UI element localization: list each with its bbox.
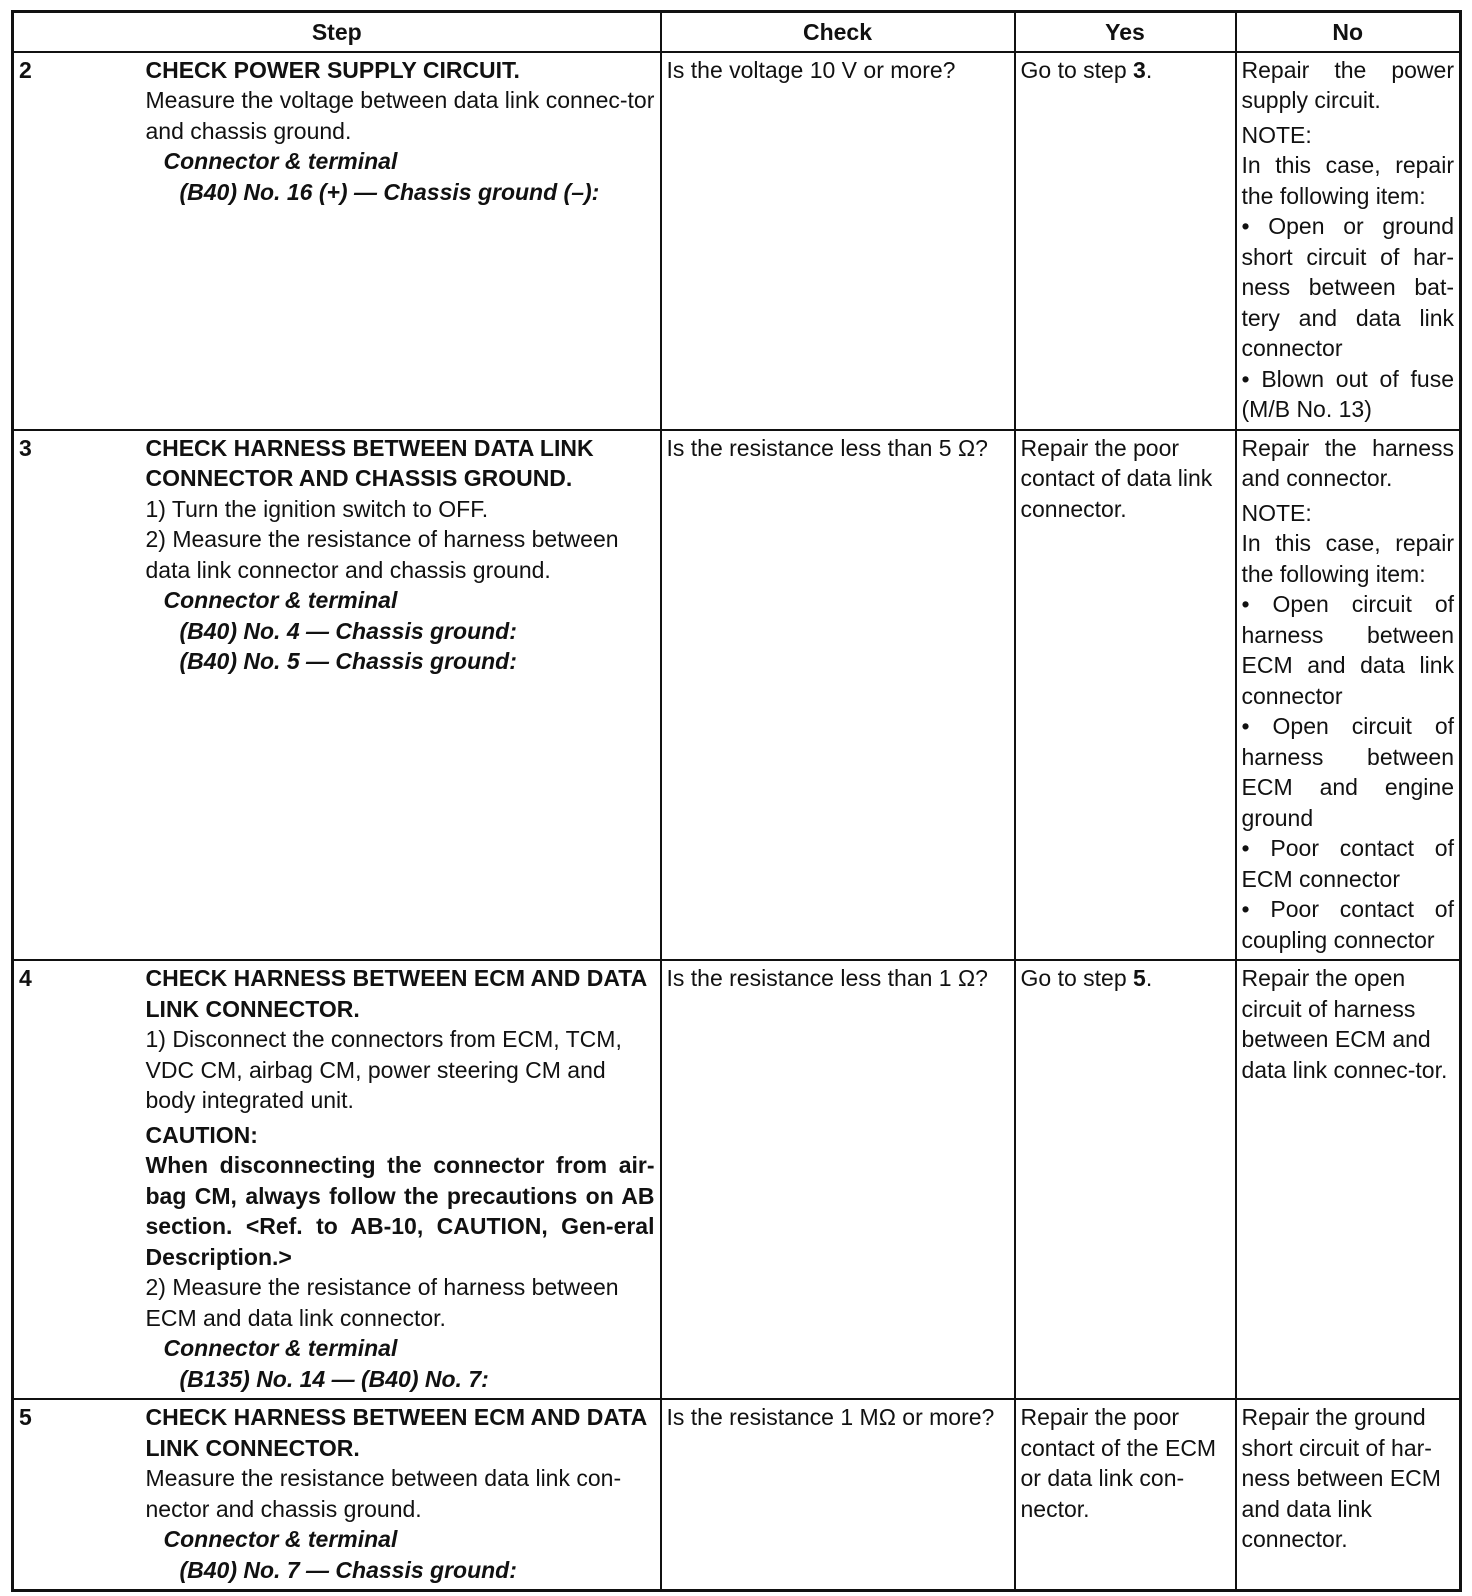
header-step: Step [13, 12, 661, 52]
terminal-line: (B40) No. 16 (+) — Chassis ground (–): [179, 178, 600, 205]
header-check: Check [661, 12, 1015, 52]
table-row [13, 960, 1461, 1399]
yes-suffix: . [1145, 56, 1153, 83]
no-cell [1236, 430, 1461, 961]
step-number: 3 [13, 430, 141, 961]
table-row [13, 52, 1461, 430]
step-title: CHECK POWER SUPPLY CIRCUIT. [145, 56, 520, 83]
note-item: • Poor contact of coupling connector [1241, 896, 1454, 953]
note-item: • Open circuit of harness between ECM and engine ground [1241, 713, 1454, 831]
step-instruction: 1) Turn the ignition switch to OFF. [145, 495, 489, 522]
no-cell: Repair the open circuit of harness between ECM and data link connec-tor. [1236, 960, 1461, 1399]
step-ref: 5 [1133, 965, 1146, 991]
step-ref: 3 [1133, 56, 1146, 83]
step-body: Measure the voltage between data link connec-tor and chassis ground. [145, 87, 655, 144]
step-instruction: 2) Measure the resistance of harness between data link connector and chassis ground. [145, 526, 619, 583]
header-row [13, 12, 1461, 52]
step-number: 2 [13, 52, 141, 430]
yes-text: Go to step [1020, 56, 1134, 83]
yes-suffix: . [1145, 965, 1153, 991]
no-cell [1236, 52, 1461, 430]
step-instruction: 2) Measure the resistance of harness between ECM and data link connector. [145, 1274, 619, 1331]
step-cell [141, 1399, 661, 1591]
terminal-line: (B40) No. 5 — Chassis ground: [179, 648, 517, 674]
note-item: • Blown out of fuse (M/B No. 13) [1241, 365, 1454, 422]
no-main: Repair the harness and connector. [1241, 434, 1454, 491]
note-item: • Poor contact of ECM connector [1241, 835, 1454, 892]
yes-cell: Repair the poor contact of the ECM or data link con-nector. [1015, 1399, 1236, 1591]
header-yes: Yes [1015, 12, 1236, 52]
table-row [13, 1399, 1461, 1591]
step-title: CHECK HARNESS BETWEEN DATA LINK CONNECTOR AND CHASSIS GROUND. [145, 434, 594, 491]
note-intro: In this case, repair the following item: [1241, 152, 1454, 209]
check-cell: Is the resistance 1 MΩ or more? [661, 1399, 1015, 1591]
step-body: Measure the resistance between data link con-nector and chassis ground. [145, 1465, 622, 1522]
check-cell: Is the resistance less than 5 Ω? [661, 430, 1015, 961]
step-instruction: 1) Disconnect the connectors from ECM, TCM, VDC CM, airbag CM, power steering CM and body integrated unit. [145, 1026, 622, 1113]
connector-label: Connector & terminal [163, 148, 398, 174]
step-title: CHECK HARNESS BETWEEN ECM AND DATA LINK CONNECTOR. [145, 965, 647, 1022]
step-number: 4 [13, 960, 141, 1399]
yes-text: Go to step [1020, 965, 1134, 991]
yes-cell: Repair the poor contact of data link connector. [1015, 430, 1236, 961]
note-label: NOTE: [1241, 499, 1312, 526]
note-label: NOTE: [1241, 121, 1312, 148]
no-main: Repair the power supply circuit. [1241, 56, 1454, 113]
terminal-line: (B40) No. 7 — Chassis ground: [179, 1556, 517, 1583]
step-cell [141, 52, 661, 430]
terminal-line: (B135) No. 14 — (B40) No. 7: [179, 1365, 489, 1392]
note-item: • Open circuit of harness between ECM and data link connector [1241, 591, 1454, 709]
note-item: • Open or ground short circuit of har-ness between bat-tery and data link connector [1241, 213, 1454, 361]
terminal-line: (B40) No. 4 — Chassis ground: [179, 617, 517, 644]
caution-text: When disconnecting the connector from air-bag CM, always follow the precautions on AB section. <Ref. to AB-10, CAUTION, Gen-eral Description.> [145, 1152, 655, 1270]
step-cell [141, 960, 661, 1399]
check-cell: Is the resistance less than 1 Ω? [661, 960, 1015, 1399]
check-cell: Is the voltage 10 V or more? [661, 52, 1015, 430]
table-row [13, 430, 1461, 961]
caution-label: CAUTION: [145, 1121, 258, 1148]
step-title: CHECK HARNESS BETWEEN ECM AND DATA LINK CONNECTOR. [145, 1404, 647, 1461]
step-number: 5 [13, 1399, 141, 1591]
step-cell [141, 430, 661, 961]
connector-label: Connector & terminal [163, 1335, 398, 1361]
note-intro: In this case, repair the following item: [1241, 530, 1454, 587]
connector-label: Connector & terminal [163, 1526, 398, 1552]
connector-label: Connector & terminal [163, 587, 398, 613]
diagnostic-table [11, 10, 1462, 1592]
yes-cell [1015, 960, 1236, 1399]
header-no: No [1236, 12, 1461, 52]
no-cell: Repair the ground short circuit of har-ness between ECM and data link connector. [1236, 1399, 1461, 1591]
yes-cell [1015, 52, 1236, 430]
